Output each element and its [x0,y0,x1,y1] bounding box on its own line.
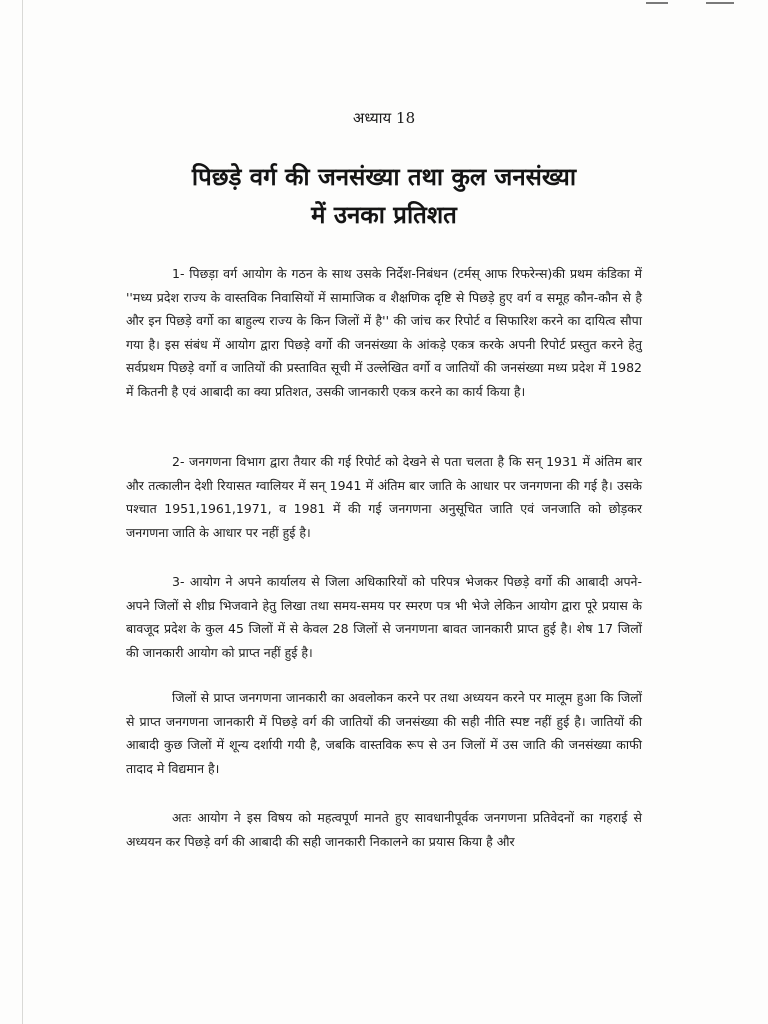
title-line-1: पिछड़े वर्ग की जनसंख्या तथा कुल जनसंख्या [191,163,577,191]
title-line-2: में उनका प्रतिशत [311,201,457,229]
page-title [0,158,768,234]
paragraph-5: अतः आयोग ने इस विषय को महत्वपूर्ण मानते हुए सावधानीपूर्वक जनगणना प्रतिवेदनों का गहराई से अध्ययन कर पिछड़े वर्ग की आबादी की सही जानकारी निकालने का प्रयास किया है और [126,810,642,849]
paragraph-1: 1- पिछड़ा वर्ग आयोग के गठन के साथ उसके निर्देश-निबंधन (टर्मस् आफ रिफरेन्स)की प्रथम कंडिका में ''मध्य प्रदेश राज्य के वास्तविक निवासियों में सामाजिक व शैक्षणिक दृष्टि से पिछड़े हुए वर्ग व समूह कौन-कौन से है और इन पिछड़े वर्गो का बाहुल्य राज्य के किन जिलों में है'' की जांच कर रिपोर्ट व सिफारिश करने का दायित्व सौपा गया है। इस संबंध में आयोग द्वारा पिछड़े वर्गो की जनसंख्या के आंकड़े एकत्र करके अपनी रिपोर्ट प्रस्तुत करने हेतु सर्वप्रथम पिछड़े वर्गो व जातियों की प्रस्तावित सूची में उल्लेखित वर्गो व जातियों की जनसंख्या मध्य प्रदेश में 1982 में कितनी है एवं आबादी का क्या प्रतिशत, उसकी जानकारी एकत्र करने का कार्य किया है। [126,266,642,399]
scan-mark [706,2,734,4]
chapter-number: अध्याय 18 [352,109,416,127]
scan-mark [646,2,668,4]
scan-edge [22,0,23,1024]
paragraph-2: 2- जनगणना विभाग द्वारा तैयार की गई रिपोर्ट को देखने से पता चलता है कि सन् 1931 में अंतिम बार और तत्कालीन देशी रियासत ग्वालियर में सन् 1941 में अंतिम बार जाति के आधार पर जनगणना की गई है। उसके पश्चात 1951,1961,1971, व 1981 में की गई जनगणना अनुसूचित जाति एवं जनजाति को छोड़कर जनगणना जाति के आधार पर नहीं हुई है। [126,454,642,540]
paragraph-4: जिलों से प्राप्त जनगणना जानकारी का अवलोकन करने पर तथा अध्ययन करने पर मालूम हुआ कि जिलों से प्राप्त जनगणना जानकारी में पिछड़े वर्ग की जातियों की जनसंख्या की सही नीति स्पष्ट नहीं हुई है। जातियों की आबादी कुछ जिलों में शून्य दर्शायी गयी है, जबकि वास्तविक रूप से उन जिलों में उस जाति की जनसंख्या काफी तादाद मे विद्यमान है। [126,690,642,776]
paragraph-3: 3- आयोग ने अपने कार्यालय से जिला अधिकारियों को परिपत्र भेजकर पिछड़े वर्गो की आबादी अपने- अपने जिलों से शीघ्र भिजवाने हेतु लिखा तथा समय-समय पर स्मरण पत्र भी भेजे लेकिन आयोग द्वारा पूरे प्रयास के बावजूद प्रदेश के कुल 45 जिलों में से केवल 28 जिलों से जनगणना बावत जानकारी प्राप्त हुई है। शेष 17 जिलों की जानकारी आयोग को प्राप्त नहीं हुई है। [126,574,642,660]
